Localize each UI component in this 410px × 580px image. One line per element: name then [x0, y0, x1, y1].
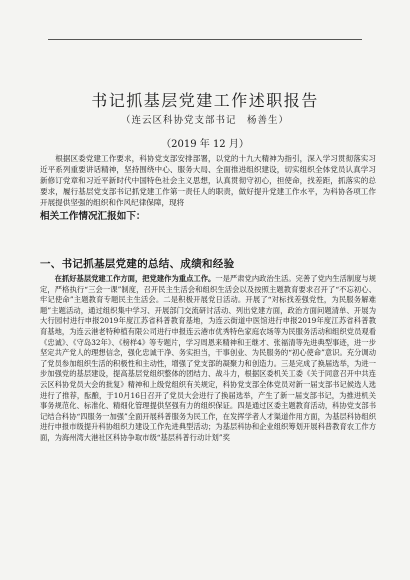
section-heading: 一、书记抓基层党建的总结、成绩和经验: [40, 258, 235, 270]
section-lead-sentence: 在抓好基层党建工作方面，把党建作为重点工作。: [54, 274, 216, 283]
document-title: 书记抓基层党建工作述职报告: [91, 91, 319, 110]
intro-bold-text: 相关工作情况汇报如下：: [40, 211, 146, 222]
section-body-text: 一是严肃党内政治生活。完善了党内生活制度与规定，严格执行“三会一课”制度，召开民主生活会和组织生活会以及按照主题教育要求召开了“不忘初心、牢记使命”主题教育专题民主生活会。二是积极开展党日活动。开展了“对标找差强党性，为民服务解难题”主题活动，通过组织集中学习、开展部门交流研讨活动、列出党建方面，政治方面问题清单、开展为大行园村进行申报2019年度江苏省科普教育基地，为连云街道中医馆进行申报2019年度江苏省科普教育基地，为连云港老特种植有限公司进行申报连云港市优秀特色家庭农场等为民服务活动和组织党员观看《忠诚》、《守岛32年》、《榜样4》等专题片，学习周恩来精神和王继才、张福清等先进典型事迹，进一步坚定共产党人的理想信念，强化忠诚干净、务实担当，干事创业、为民服务的“初心使命”意识。充分调动了党员参加组织生活的积极性和主动性，增强了党支部的凝聚力和创造力。三是完成了换届选举，为进一步加强党的基层建设，提高基层党组织整体的团结力、战斗力，根据区委机关工委《关于同意召开中共连云区科协党员大会的批复》精神和上级党组织有关规定，科协党支部全体党员对新一届支部书记候选人选进行了推荐，酝酿，于10月16日召开了党员大会进行了换届选举，产生了新一届支部书记，为推进机关事务规范化、标准化、精细化管理提供坚强有力的组织保证。四是通过区委主题教育活动，科协党支部书记结合科协“四服务一加强”全面开展科普服务为民工作，在发挥学者人才渠道作用方面，为基层科协组织进行申报市级提升科协组织力建设工作先进典型活动；为基层科协和企业组织筹划开展科普教育农工作方面，为海州湾大港社区科协争取市级“基层科普行动计划”奖: [40, 274, 377, 442]
document-date: （2019 年 12 月）: [161, 139, 249, 150]
intro-paragraph: 根据区委党建工作要求，科协党支部安排部署，以党的十九大精神为指引，深入学习贯彻落实习近平系列重要讲话精神，坚持围绕中心、服务大局、全面推进组织建设，切实组织全体党员认真学习新修订党章和习近平新时代中国特色社会主义思想，认真贯彻守初心，担使命，找差距，抓落实的总要求，履行基层党支部书记抓党建工作第一责任人的职责，做好提升党建工作水平，为科协各项工作开展提供坚强的组织和作风纪律保障，现将: [40, 154, 376, 207]
document-subtitle: （连云区科协党支部书记 杨善生）: [120, 115, 289, 126]
section-body-paragraph: [40, 274, 376, 444]
header-rule: [48, 39, 362, 40]
intro-tail: [40, 208, 376, 226]
